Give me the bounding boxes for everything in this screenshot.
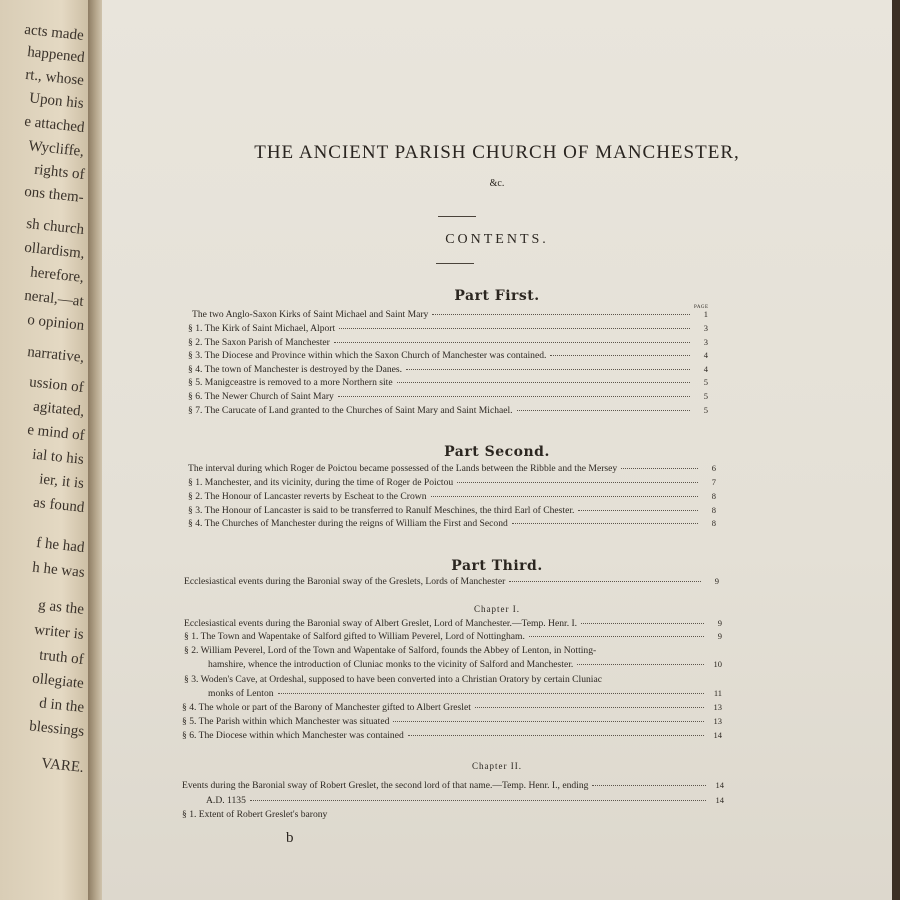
toc-page-number: 8	[711, 505, 716, 515]
contents-page	[102, 0, 892, 900]
toc-page-number: 6	[711, 463, 716, 473]
toc-entry-text: hamshire, whence the introduction of Cluniac monks to the vicinity of Salford and Manchester.	[208, 659, 574, 670]
left-page-text-fragment: e mind of	[26, 422, 85, 444]
book-gutter	[88, 0, 102, 900]
toc-entry	[188, 350, 708, 361]
left-page-text-fragment: o opinion	[26, 312, 85, 334]
leader-dots	[509, 581, 701, 582]
toc-entry	[188, 405, 708, 416]
chapter-two-heading: Chapter II.	[472, 761, 522, 771]
contents-rule	[436, 263, 474, 264]
toc-page-number: 14	[715, 780, 724, 790]
toc-entry	[206, 795, 724, 806]
leader-dots	[517, 410, 690, 411]
toc-entry	[188, 391, 708, 402]
leader-dots	[529, 636, 704, 637]
toc-entry	[182, 702, 722, 713]
leader-dots	[393, 721, 704, 722]
toc-entry	[208, 688, 722, 699]
toc-page-number: 13	[713, 702, 722, 712]
toc-page-number: 13	[713, 716, 722, 726]
part-third-heading: Part Third.	[451, 558, 543, 574]
toc-entry	[188, 364, 708, 375]
leader-dots	[577, 664, 704, 665]
toc-page-number: 5	[703, 391, 708, 401]
toc-entry-text: § 2. The Honour of Lancaster reverts by Escheat to the Crown	[188, 491, 427, 502]
toc-entry	[188, 505, 716, 516]
toc-entry-text: § 1. Manchester, and its vicinity, during the time of Roger de Poictou	[188, 477, 454, 488]
left-page-text-fragment: ollegiate	[31, 670, 85, 692]
toc-entry-text: § 6. The Newer Church of Saint Mary	[188, 391, 334, 402]
toc-entry-text: § 1. The Town and Wapentake of Salford gifted to William Peverel, Lord of Nottingham.	[184, 631, 525, 642]
left-page-text-fragment: agitated,	[32, 398, 85, 420]
toc-page-number: 4	[703, 350, 708, 360]
leader-dots	[397, 382, 690, 383]
page-column-label: PAGE	[694, 305, 709, 310]
toc-entry-text: § 4. The Churches of Manchester during the reigns of William the First and Second	[188, 518, 508, 529]
left-page-text-fragment: rights of	[33, 161, 85, 183]
left-page-text-fragment: h he was	[31, 559, 85, 581]
leader-dots	[339, 328, 690, 329]
toc-entry-text: § 1. The Kirk of Saint Michael, Alport	[188, 323, 336, 334]
toc-entry	[188, 337, 708, 348]
leader-dots	[334, 342, 690, 343]
toc-entry	[182, 730, 722, 741]
signature-mark: b	[286, 830, 294, 846]
toc-entry-text: § 3. The Diocese and Province within which the Saxon Church of Manchester was contained.	[188, 350, 547, 361]
toc-entry	[184, 576, 719, 587]
contents-heading: CONTENTS.	[445, 232, 549, 247]
toc-page-number: 10	[713, 659, 722, 669]
left-page-text-fragment: ollardism,	[23, 239, 85, 262]
toc-entry-text: § 2. The Saxon Parish of Manchester	[188, 337, 330, 348]
toc-entry	[182, 780, 724, 791]
left-page-text-fragment: ial to his	[31, 446, 85, 468]
title-etc: &c.	[489, 178, 505, 189]
left-page	[0, 0, 88, 900]
left-page-text-fragment: Wycliffe,	[27, 138, 85, 160]
toc-entry	[184, 631, 722, 642]
toc-page-number: 14	[715, 795, 724, 805]
leader-dots	[581, 623, 704, 624]
leader-dots	[278, 693, 704, 694]
toc-page-number: 11	[713, 688, 722, 698]
toc-entry-text: § 5. The Parish within which Manchester was situated	[182, 716, 390, 727]
leader-dots	[431, 496, 698, 497]
toc-entry-text: Ecclesiastical events during the Baronial sway of Albert Greslet, Lord of Manchester.—Temp. Henr. I.	[184, 618, 578, 629]
left-page-text-fragment: e attached	[23, 113, 85, 136]
toc-entry	[188, 463, 716, 474]
toc-page-number: 3	[703, 337, 708, 347]
toc-entry	[182, 716, 722, 727]
left-page-text-fragment: g as the	[37, 597, 85, 618]
toc-page-number: 7	[711, 477, 716, 487]
leader-dots	[457, 482, 698, 483]
left-page-text-fragment: f he had	[35, 534, 85, 556]
left-page-text-fragment: ons them-	[23, 183, 85, 206]
toc-entry	[188, 477, 716, 488]
left-page-text-fragment: ier, it is	[38, 471, 85, 492]
toc-entry	[188, 377, 708, 388]
leader-dots	[432, 314, 690, 315]
left-page-text-fragment: rt., whose	[24, 66, 85, 89]
toc-page-number: 8	[711, 518, 716, 528]
part-first-heading: Part First.	[454, 288, 540, 304]
leader-dots	[592, 785, 706, 786]
toc-entry-text: The two Anglo-Saxon Kirks of Saint Michael and Saint Mary	[192, 309, 429, 320]
leader-dots	[338, 396, 690, 397]
left-page-text-fragment: VARE.	[40, 755, 85, 776]
toc-page-number: 4	[703, 364, 708, 374]
toc-page-number: 9	[717, 631, 722, 641]
toc-entry	[184, 618, 722, 629]
toc-entry-text: Ecclesiastical events during the Baronial sway of the Greslets, Lords of Manchester	[184, 576, 506, 587]
toc-entry	[188, 323, 708, 334]
leader-dots	[578, 510, 698, 511]
toc-entry-text: § 5. Manigceastre is removed to a more Northern site	[188, 377, 393, 388]
leader-dots	[621, 468, 698, 469]
toc-entry	[208, 659, 722, 670]
left-page-text-fragment: truth of	[38, 647, 85, 668]
left-page-text-fragment: as found	[32, 494, 85, 516]
toc-entry-text: § 4. The town of Manchester is destroyed by the Danes.	[188, 364, 403, 375]
toc-entry-text: § 3. Woden's Cave, at Ordeshal, supposed to have been converted into a Christian Oratory by certain Cluniac	[184, 674, 602, 685]
part-second-heading: Part Second.	[444, 444, 550, 460]
toc-page-number: 14	[713, 730, 722, 740]
toc-entry	[188, 491, 716, 502]
toc-entry-text: § 7. The Carucate of Land granted to the Churches of Saint Mary and Saint Michael.	[188, 405, 513, 416]
left-page-text-fragment: narrative,	[26, 344, 85, 366]
leader-dots	[250, 800, 706, 801]
left-page-text-fragment: neral,—at	[23, 287, 85, 310]
left-page-text-fragment: happened	[26, 44, 85, 66]
left-page-text-fragment: writer is	[33, 621, 85, 643]
toc-page-number: 9	[717, 618, 722, 628]
title-rule	[438, 216, 476, 217]
toc-page-number: 9	[714, 576, 719, 586]
leader-dots	[408, 735, 704, 736]
chapter-one-heading: Chapter I.	[474, 604, 520, 614]
toc-entry-text: § 3. The Honour of Lancaster is said to be transferred to Ranulf Meschines, the third Earl of Chester.	[188, 505, 575, 516]
leader-dots	[512, 523, 698, 524]
leader-dots	[550, 355, 690, 356]
toc-entry-text: A.D. 1135	[206, 795, 246, 806]
left-page-text-fragment: d in the	[38, 695, 85, 716]
left-page-text-fragment: herefore,	[29, 264, 85, 286]
left-page-text-fragment: acts made	[23, 21, 85, 44]
toc-page-number: 3	[703, 323, 708, 333]
toc-entry-text: Events during the Baronial sway of Robert Greslet, the second lord of that name.—Temp. Henr. I., ending	[182, 780, 589, 791]
right-edge	[892, 0, 900, 900]
toc-entry-text: § 1. Extent of Robert Greslet's barony	[182, 809, 328, 820]
left-page-text-fragment: ussion of	[28, 374, 85, 396]
toc-entry-text: § 2. William Peverel, Lord of the Town and Wapentake of Salford, founds the Abbey of Lenton, in Notting-	[184, 645, 597, 656]
leader-dots	[475, 707, 704, 708]
left-page-text-fragment: blessings	[28, 718, 85, 740]
toc-page-number: 1	[703, 309, 708, 319]
toc-entry	[188, 518, 716, 529]
toc-page-number: 5	[703, 405, 708, 415]
toc-entry-text: monks of Lenton	[208, 688, 274, 699]
page-title: THE ANCIENT PARISH CHURCH OF MANCHESTER,	[254, 142, 740, 163]
toc-entry-text: § 6. The Diocese within which Manchester was contained	[182, 730, 404, 741]
toc-entry	[192, 309, 708, 320]
left-page-text-fragment: Upon his	[28, 90, 85, 112]
toc-entry-text: § 4. The whole or part of the Barony of Manchester gifted to Albert Greslet	[182, 702, 471, 713]
left-page-text-fragment: sh church	[25, 215, 85, 238]
leader-dots	[406, 369, 690, 370]
toc-page-number: 5	[703, 377, 708, 387]
toc-entry-text: The interval during which Roger de Poictou became possessed of the Lands between the Ribble and the Mersey	[188, 463, 618, 474]
toc-page-number: 8	[711, 491, 716, 501]
